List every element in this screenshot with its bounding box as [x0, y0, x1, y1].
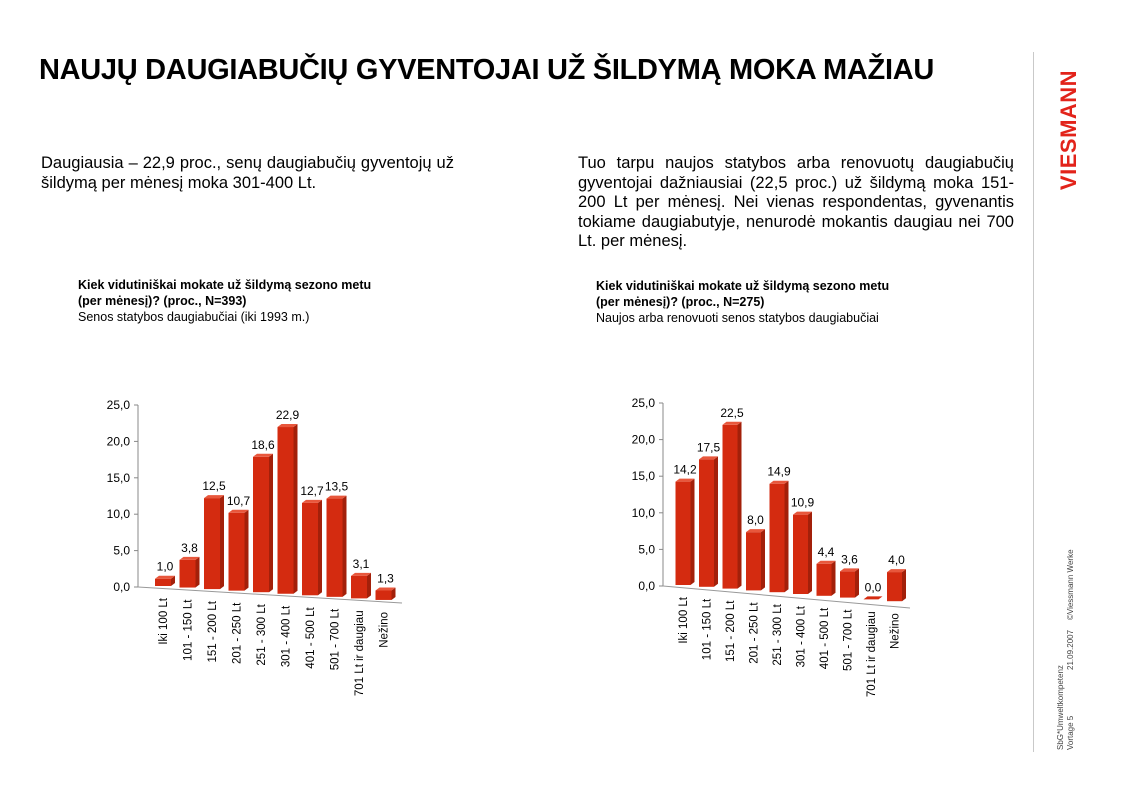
bar-flat [864, 596, 883, 599]
right-chart-title-line1: Kiek vidutiniškai mokate už šildymą sezono metu [596, 279, 890, 293]
bar-side [691, 479, 695, 585]
bar-side [761, 529, 765, 590]
footer-line3: ©Viessmann Werke [1066, 549, 1075, 620]
slide-title: NAUJŲ DAUGIABUČIŲ GYVENTOJAI UŽ ŠILDYMĄ MOKA MAŽIAU [39, 54, 935, 86]
bar [887, 572, 902, 601]
value-label: 22,5 [720, 405, 744, 420]
value-label: 10,7 [226, 493, 251, 508]
left-chart-heading [78, 277, 458, 325]
category-label: 701 Lt ir daugiau [354, 610, 366, 697]
value-label: 3,6 [841, 552, 858, 567]
right-chart-heading [596, 278, 976, 326]
category-label: 101 - 150 Lt [701, 598, 714, 661]
y-tick-label: 0,0 [113, 580, 130, 594]
viessmann-logo [1058, 50, 1080, 210]
value-label: 3,1 [352, 556, 370, 571]
right-chart-subtitle: Naujos arba renovuoti senos statybos daugiabučiai [596, 311, 879, 325]
y-tick-label: 25,0 [631, 396, 655, 410]
category-label: 301 - 400 Lt [795, 606, 808, 668]
y-tick-label: 5,0 [638, 542, 655, 557]
category-label: 151 - 200 Lt [207, 601, 219, 663]
footer-info [1050, 549, 1090, 750]
value-label: 12,5 [202, 479, 226, 494]
value-label: 17,5 [696, 440, 721, 455]
left-summary-text: Daugiausia – 22,9 proc., senų daugiabučių gyventojų už šildymą per mėnesį moka 301-400 Lt. [41, 154, 454, 192]
category-label: 701 Lt ir daugiau [866, 611, 878, 698]
value-label: 8,0 [747, 513, 764, 528]
y-tick-label: 10,0 [631, 505, 655, 520]
category-label: 501 - 700 Lt [329, 608, 342, 671]
category-label: 151 - 200 Lt [725, 600, 737, 662]
brand-wordmark: VIESMANN [1056, 69, 1081, 191]
category-label: 201 - 250 Lt [748, 602, 761, 664]
footer-line4: Vortage 5 [1066, 715, 1075, 750]
y-tick-label: 25,0 [106, 398, 130, 412]
bar [817, 564, 832, 596]
bar-side [785, 481, 789, 592]
category-label: 251 - 300 Lt [772, 604, 784, 666]
category-label: 201 - 250 Lt [231, 602, 244, 665]
bar-side [714, 456, 718, 586]
y-tick-label: 15,0 [631, 469, 655, 484]
category-label: Iki 100 Lt [158, 598, 170, 645]
bar-side [808, 512, 812, 594]
left-chart-subtitle: Senos statybos daugiabučiai (iki 1993 m.) [78, 310, 310, 324]
bar [699, 459, 714, 586]
category-label: 401 - 500 Lt [305, 607, 317, 669]
value-label: 1,0 [156, 559, 174, 574]
bar-side [855, 568, 859, 597]
value-label: 4,4 [817, 544, 835, 559]
bar [770, 484, 785, 592]
bar-side [902, 569, 906, 601]
value-label: 12,7 [300, 483, 324, 498]
y-tick-label: 5,0 [113, 543, 130, 558]
bar-side [832, 561, 836, 596]
category-label: 401 - 500 Lt [819, 607, 831, 670]
y-tick-label: 20,0 [106, 434, 130, 449]
value-label: 14,2 [673, 462, 697, 477]
footer-line2: 21.09.2007 [1066, 629, 1075, 670]
left-chart-title-line2: (per mėnesį)? (proc., N=393) [78, 294, 247, 308]
y-tick-label: 15,0 [106, 470, 130, 485]
category-label: 251 - 300 Lt [256, 604, 268, 666]
bar [676, 482, 691, 585]
category-label: 301 - 400 Lt [280, 605, 293, 668]
bar [793, 515, 808, 594]
category-label: 501 - 700 Lt [842, 609, 855, 671]
value-label: 3,8 [181, 540, 198, 555]
bar [840, 571, 855, 597]
bar [746, 532, 761, 590]
right-bar-chart [0, 380, 1040, 740]
footer-line1: SbG*Umweltkompetenz [1056, 665, 1065, 750]
value-label: 13,5 [324, 479, 349, 494]
value-label: 18,6 [251, 437, 275, 452]
value-label: 0,0 [864, 580, 882, 595]
y-tick-label: 10,0 [106, 507, 130, 522]
left-chart-title-line1: Kiek vidutiniškai mokate už šildymą sezono metu [78, 278, 372, 292]
right-chart-title-line2: (per mėnesį)? (proc., N=275) [596, 295, 765, 309]
category-label: 101 - 150 Lt [182, 599, 195, 661]
bar-side [738, 422, 742, 589]
bar [723, 425, 738, 589]
value-label: 1,3 [377, 571, 394, 586]
value-label: 22,9 [275, 408, 300, 423]
category-label: Nežino [889, 613, 902, 650]
y-tick-label: 0,0 [638, 579, 655, 593]
value-label: 4,0 [888, 553, 905, 568]
value-label: 14,9 [767, 464, 791, 479]
divider-line [1033, 52, 1034, 752]
category-label: Nežino [378, 611, 391, 648]
right-summary-text: Tuo tarpu naujos statybos arba renovuotų daugiabučių gyventojai dažniausiai (22,5 proc.) už šildymą moka 151-200 Lt per mėnesį. Nei vienas respondentas, gyvenantis tokiame daugiabutyje, nenurodė mokantis daugiau nei 700 Lt. per mėnesį. [578, 154, 1014, 250]
category-label: Iki 100 Lt [678, 597, 690, 644]
y-tick-label: 20,0 [631, 432, 655, 447]
value-label: 10,9 [790, 495, 815, 510]
